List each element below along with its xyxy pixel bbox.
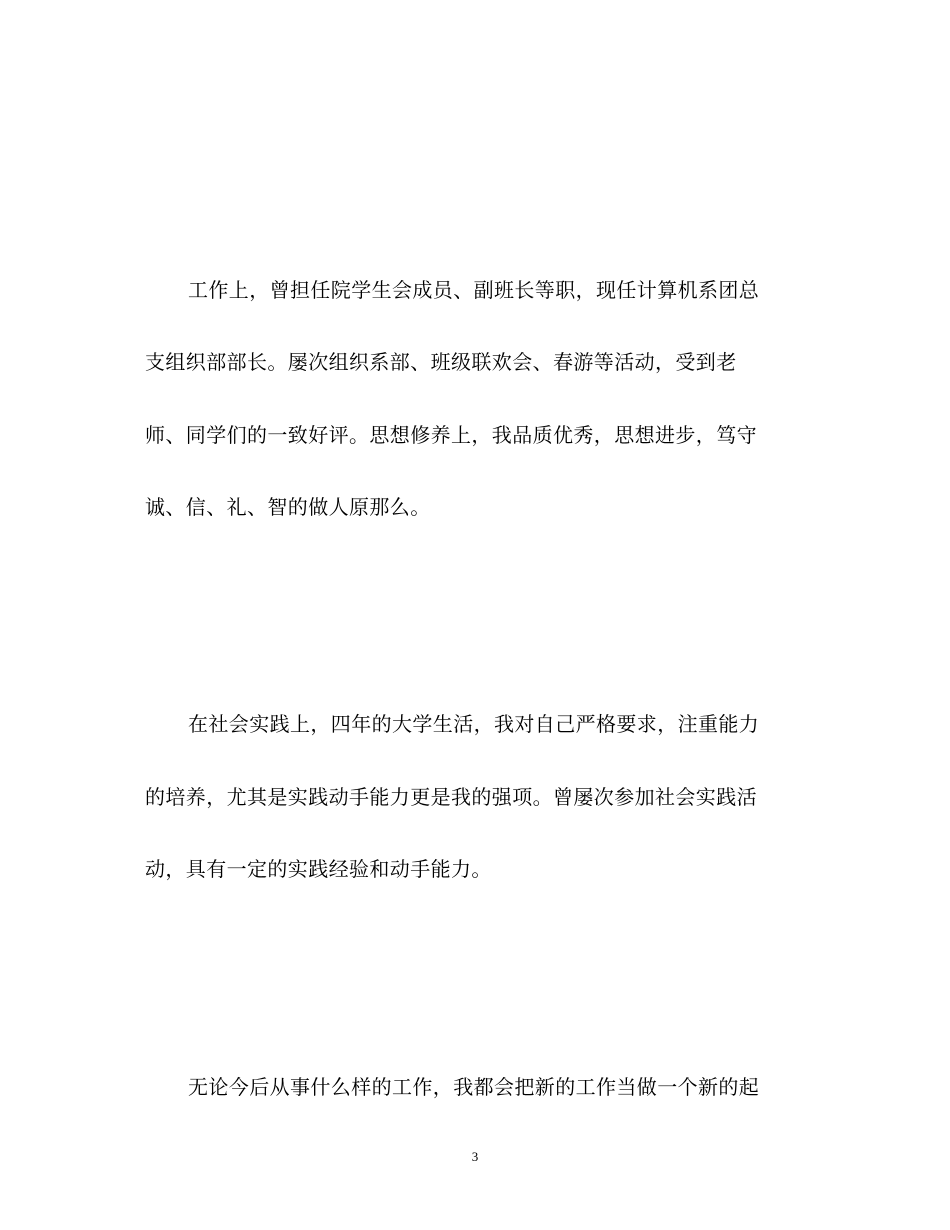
text-line: 支组织部部长。屡次组织系部、班级联欢会、春游等活动，受到老 <box>145 350 737 374</box>
text-line: 在社会实践上，四年的大学生活，我对自己严格要求，注重能力 <box>188 712 760 736</box>
page-number: 3 <box>471 1149 479 1164</box>
text-line: 动，具有一定的实践经验和动手能力。 <box>145 857 492 881</box>
text-line: 工作上，曾担任院学生会成员、副班长等职，现任计算机系团总 <box>188 278 760 302</box>
text-line: 诚、信、礼、智的做人原那么。 <box>145 495 431 519</box>
text-line: 无论今后从事什么样的工作，我都会把新的工作当做一个新的起 <box>188 1075 760 1099</box>
text-line: 的培养，尤其是实践动手能力更是我的强项。曾屡次参加社会实践活 <box>145 785 757 809</box>
text-line: 师、同学们的一致好评。思想修养上，我品质优秀，思想进步，笃守 <box>145 423 757 447</box>
